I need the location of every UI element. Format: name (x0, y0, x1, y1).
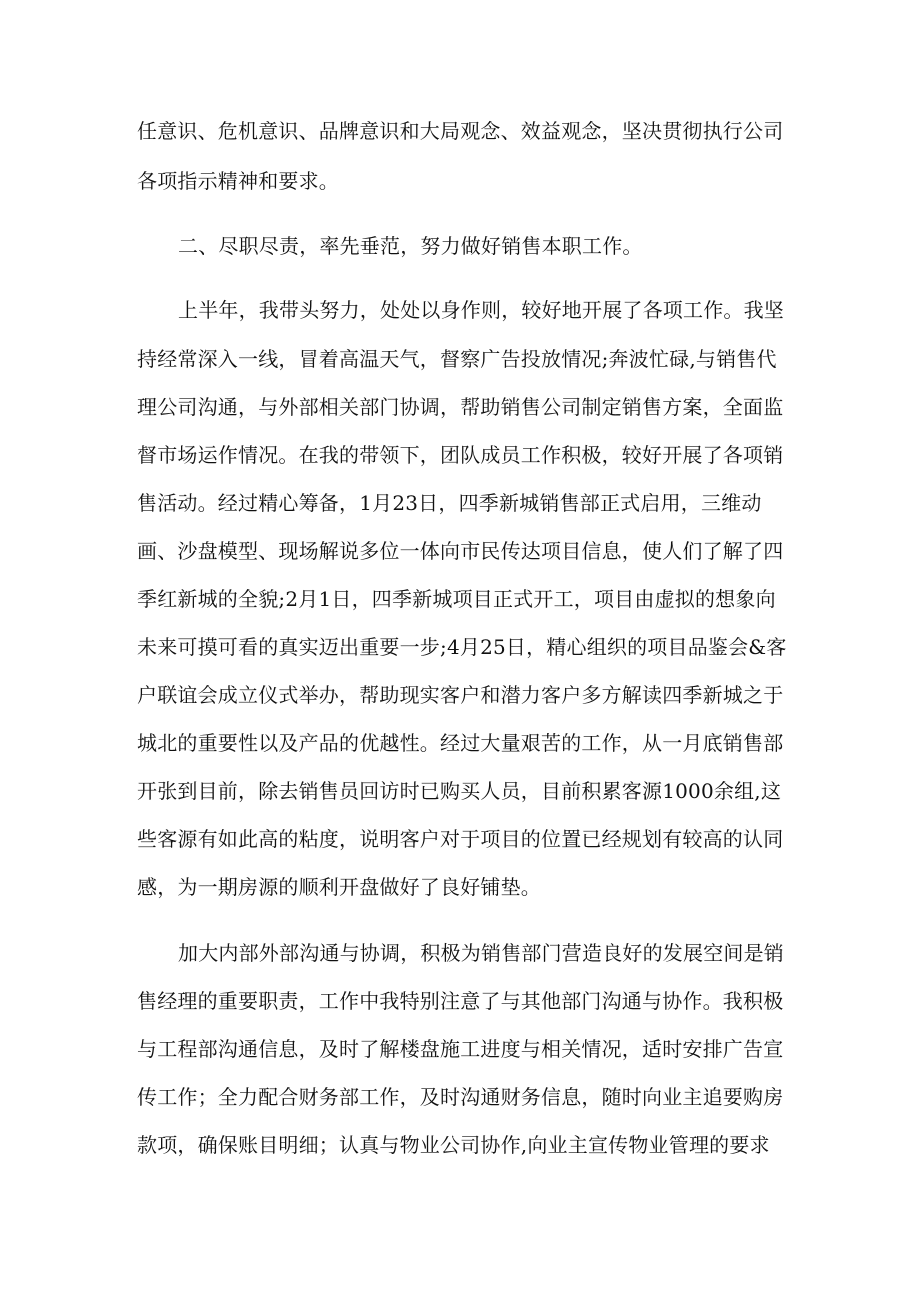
text-line: 加大内部外部沟通与协调，积极为销售部门营造良好的发展空间是销 (178, 941, 784, 965)
text-line: 售经理的重要职责，工作中我特别注意了与其他部门沟通与协作。我积极 (137, 989, 784, 1013)
text-line: 未来可摸可看的真实迈出重要一步;4月25日，精心组织的项目品鉴会&客 (137, 635, 787, 659)
text-line: 季红新城的全貌;2月1日，四季新城项目正式开工，项目由虚拟的想象向 (137, 587, 776, 611)
text-line: 与工程部沟通信息，及时了解楼盘施工进度与相关情况，适时安排广告宣 (137, 1037, 784, 1061)
section-heading: 二、尽职尽责，率先垂范，努力做好销售本职工作。 (178, 234, 643, 258)
text-line: 上半年，我带头努力，处处以身作则，较好地开展了各项工作。我坚 (178, 298, 784, 322)
text-line: 督市场运作情况。在我的带领下，团队成员工作积极，较好开展了各项销 (137, 443, 784, 467)
text-line: 户联谊会成立仪式举办，帮助现实客户和潜力客户多方解读四季新城之于 (137, 683, 784, 707)
text-line: 传工作；全力配合财务部工作，及时沟通财务信息，随时向业主追要购房 (137, 1085, 784, 1109)
text-line: 开张到目前，除去销售员回访时已购买人员，目前积累客源1000余组,这 (137, 779, 782, 803)
text-line: 持经常深入一线，冒着高温天气，督察广告投放情况;奔波忙碌,与销售代 (137, 347, 777, 371)
text-line: 画、沙盘模型、现场解说多位一体向市民传达项目信息，使人们了解了四 (137, 539, 784, 563)
text-line: 各项指示精神和要求。 (137, 169, 339, 193)
text-line: 些客源有如此高的粘度，说明客户对于项目的位置已经规划有较高的认同 (137, 827, 784, 851)
text-line: 款项，确保账目明细；认真与物业公司协作,向业主宣传物业管理的要求 (137, 1133, 770, 1157)
text-line: 售活动。经过精心筹备，1月23日，四季新城销售部正式启用，三维动 (137, 491, 762, 515)
text-line: 城北的重要性以及产品的优越性。经过大量艰苦的工作，从一月底销售部 (137, 731, 784, 755)
text-line: 感，为一期房源的顺利开盘做好了良好铺垫。 (137, 875, 541, 899)
text-line: 理公司沟通，与外部相关部门协调，帮助销售公司制定销售方案，全面监 (137, 395, 784, 419)
text-line: 任意识、危机意识、品牌意识和大局观念、效益观念，坚决贯彻执行公司 (137, 119, 784, 143)
